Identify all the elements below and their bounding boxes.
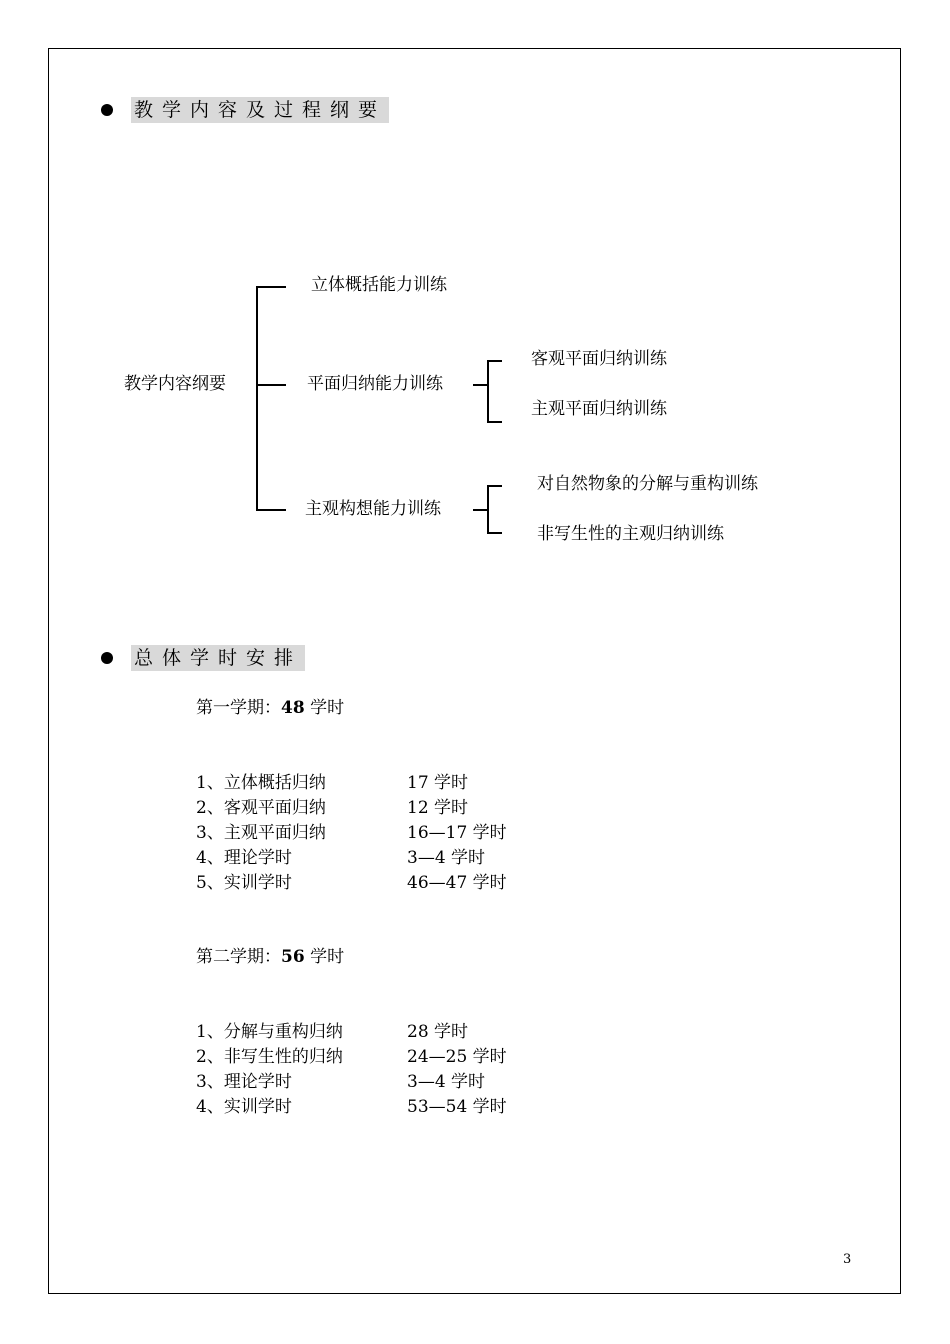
sub-bracket [487,360,489,422]
list-item [196,1046,507,1068]
item-hours: 3—4 学时 [407,848,486,868]
semester-1-total: 48 [281,698,305,718]
list-item [196,872,507,894]
section-heading-hours: 总体学时安排 [131,645,305,671]
tree-root: 教学内容纲要 [124,374,226,394]
item-hours: 24—25 学时 [407,1047,507,1067]
semester-1-unit: 学时 [310,698,345,718]
item-hours: 17 学时 [407,773,469,793]
list-item [196,847,486,869]
item-hours: 12 学时 [407,798,469,818]
semester-1-title [196,697,344,719]
tree-branch-2-child-1: 客观平面归纳训练 [531,349,667,369]
item-name: 1、分解与重构归纳 [196,1022,343,1042]
bullet-icon [101,104,113,116]
item-hours: 53—54 学时 [407,1097,507,1117]
list-item [196,772,469,794]
tree-branch-2: 平面归纳能力训练 [307,374,443,394]
item-hours: 16—17 学时 [407,823,507,843]
list-item [196,1021,469,1043]
item-hours: 46—47 学时 [407,873,507,893]
list-item [196,1071,486,1093]
list-item [196,797,469,819]
item-name: 1、立体概括归纳 [196,773,326,793]
connector [487,360,502,362]
connector [487,485,502,487]
item-hours: 28 学时 [407,1022,469,1042]
connector [256,286,286,288]
item-name: 2、客观平面归纳 [196,798,326,818]
connector [256,384,286,386]
list-item [196,1096,507,1118]
tree-branch-2-child-2: 主观平面归纳训练 [531,399,667,419]
section-heading-outline: 教学内容及过程纲要 [131,97,389,123]
bullet-icon [101,652,113,664]
semester-1-label: 第一学期： [196,698,281,718]
semester-2-total: 56 [281,947,305,967]
item-name: 4、理论学时 [196,848,292,868]
tree-branch-3-child-1: 对自然物象的分解与重构训练 [537,474,758,494]
connector [473,384,487,386]
tree-branch-1: 立体概括能力训练 [311,275,447,295]
item-hours: 3—4 学时 [407,1072,486,1092]
semester-2-label: 第二学期： [196,947,281,967]
semester-2-unit: 学时 [310,947,345,967]
connector [473,509,487,511]
tree-branch-3: 主观构想能力训练 [305,499,441,519]
connector [487,532,502,534]
item-name: 3、主观平面归纳 [196,823,326,843]
connector [256,509,286,511]
item-name: 2、非写生性的归纳 [196,1047,343,1067]
main-bracket [256,286,258,510]
item-name: 4、实训学时 [196,1097,292,1117]
item-name: 3、理论学时 [196,1072,292,1092]
connector [487,421,502,423]
sub-bracket [487,485,489,533]
tree-branch-3-child-2: 非写生性的主观归纳训练 [537,524,724,544]
list-item [196,822,507,844]
semester-2-title [196,946,344,968]
item-name: 5、实训学时 [196,873,292,893]
page-number: 3 [843,1252,852,1267]
